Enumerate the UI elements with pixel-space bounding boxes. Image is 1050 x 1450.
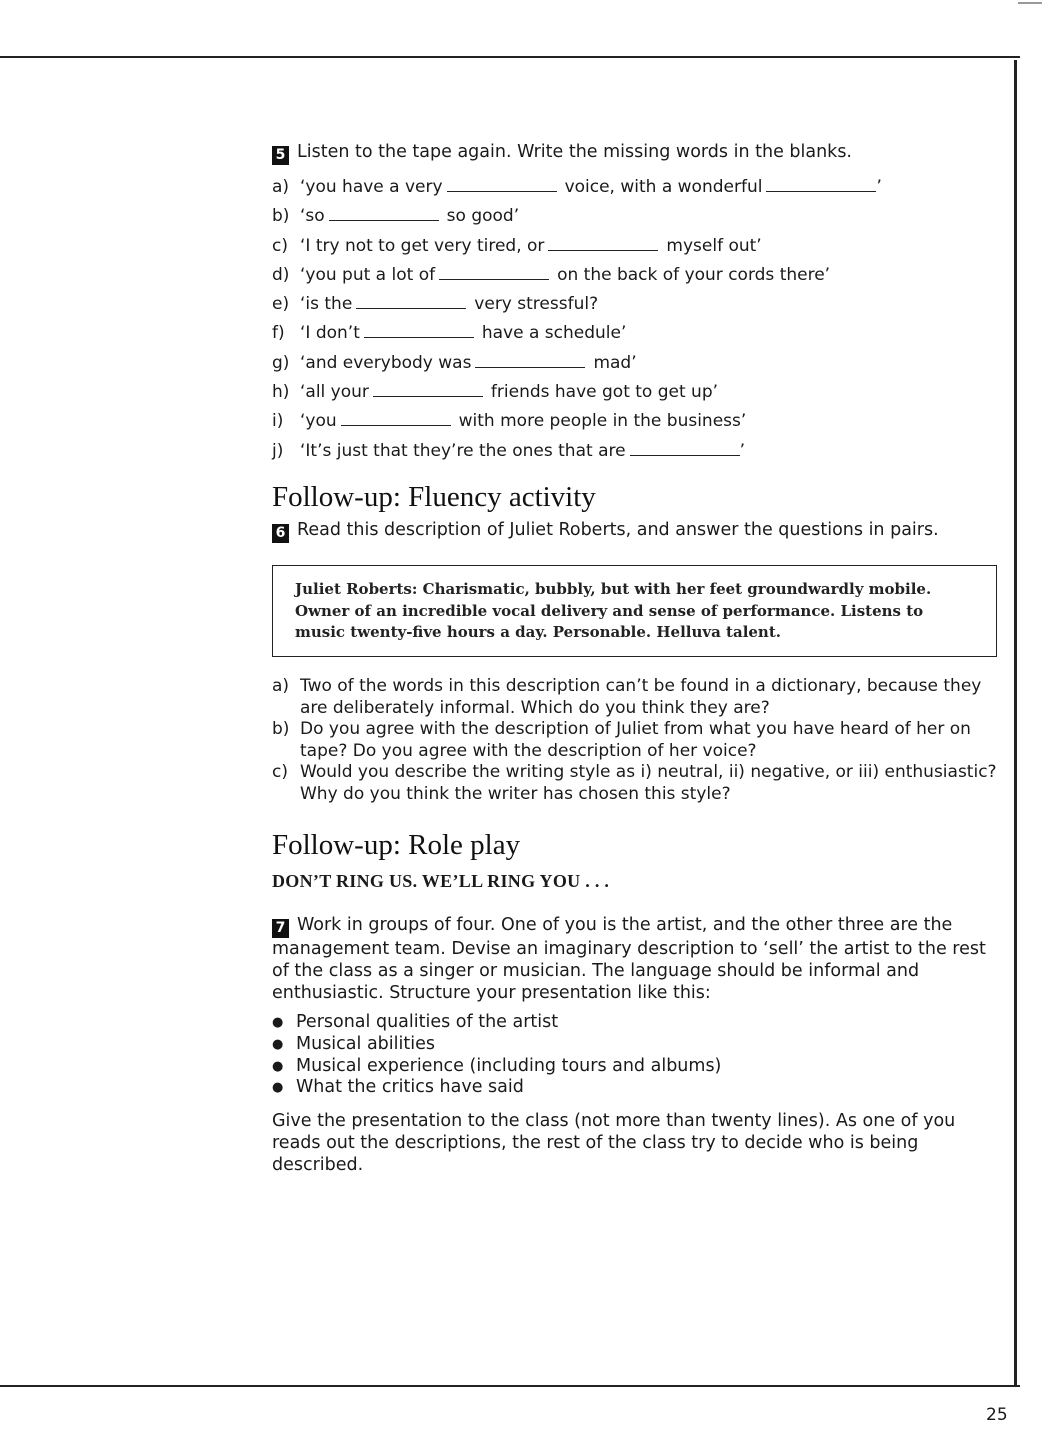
corner-mark <box>1018 2 1042 4</box>
exercise-5-instruction <box>272 141 1000 165</box>
exercise-5 <box>272 141 1000 466</box>
answer-blank[interactable] <box>475 353 585 368</box>
roleplay-subheading: DON’T RING US. WE’LL RING YOU . . . <box>272 871 610 891</box>
answer-blank[interactable] <box>341 411 451 426</box>
answer-blank[interactable] <box>548 236 658 251</box>
exercise-6-instruction <box>272 519 1000 543</box>
answer-blank[interactable] <box>439 265 549 280</box>
right-rule <box>1014 60 1017 1386</box>
fill-item-i: i) ‘you with more people in the business’ <box>272 411 747 432</box>
juliet-description-text: Juliet Roberts: Charismatic, bubbly, but with her feet groundwardly mobile. Owner of an incredible vocal delivery and sense of performance. Listens to music twenty-five hours a day. Personable. Helluva talent. <box>295 580 932 641</box>
exercise-number-badge: 7 <box>272 919 289 938</box>
bullet-icon: ● <box>272 1036 284 1052</box>
fluency-heading: Follow-up: Fluency activity <box>272 481 596 513</box>
fill-item-e: e) ‘is the very stressful? <box>272 294 599 315</box>
exercise-7-instruction <box>272 914 1000 1004</box>
list-item: ● Musical abilities <box>272 1033 435 1054</box>
fill-item-j: j) ‘It’s just that they’re the ones that are ’ <box>272 440 745 461</box>
question-c: c) Would you describe the writing style as i) neutral, ii) negative, or iii) enthusiastic? Why do you think the writer has chosen this style? <box>272 762 997 804</box>
fill-item-a: a) ‘you have a very voice, with a wonderful ’ <box>272 177 882 197</box>
answer-blank[interactable] <box>356 294 466 309</box>
exercise-6-instruction-text: Read this description of Juliet Roberts, and answer the questions in pairs. <box>297 520 939 540</box>
fill-item-b: b) ‘so so good’ <box>272 206 520 227</box>
top-rule <box>0 56 1020 58</box>
answer-blank[interactable] <box>364 323 474 338</box>
presentation-structure-list <box>272 1012 1000 1099</box>
answer-blank[interactable] <box>766 177 876 192</box>
exercise-number-badge: 5 <box>272 146 289 165</box>
list-item: ● Musical experience (including tours and albums) <box>272 1055 722 1076</box>
exercise-7-instruction-text: Work in groups of four. One of you is the artist, and the other three are the management team. Devise an imaginary description to ‘sell’ the artist to the rest of the class as a singer or musician. The language should be informal and enthusiastic. Structure your presentation like this: <box>272 915 986 1003</box>
bottom-rule <box>0 1385 1020 1387</box>
closing-paragraph: Give the presentation to the class (not more than twenty lines). As one of you reads out the descriptions, the rest of the class try to decide who is being described. <box>272 1111 956 1175</box>
exercise-5-instruction-text: Listen to the tape again. Write the missing words in the blanks. <box>297 142 852 162</box>
fluency-questions <box>272 676 1000 805</box>
fill-item-f: f) ‘I don’t have a schedule’ <box>272 323 627 344</box>
answer-blank[interactable] <box>447 177 557 192</box>
fill-item-d: d) ‘you put a lot of on the back of your cords there’ <box>272 264 831 285</box>
answer-blank[interactable] <box>373 382 483 397</box>
question-b: b) Do you agree with the description of Juliet from what you have heard of her on tape? Do you agree with the description of her voice? <box>272 719 971 761</box>
list-item: ● What the critics have said <box>272 1077 524 1098</box>
bullet-icon: ● <box>272 1080 284 1096</box>
roleplay-heading: Follow-up: Role play <box>272 829 521 861</box>
answer-blank[interactable] <box>329 206 439 221</box>
exercise-number-badge: 6 <box>272 524 289 543</box>
answer-blank[interactable] <box>630 441 740 456</box>
fill-item-c: c) ‘I try not to get very tired, or myself out’ <box>272 235 762 256</box>
question-a: a) Two of the words in this description can’t be found in a dictionary, because they are deliberately informal. Which do you think they are? <box>272 676 982 718</box>
list-item: ● Personal qualities of the artist <box>272 1012 559 1032</box>
bullet-icon: ● <box>272 1015 284 1030</box>
fill-item-g: g) ‘and everybody was mad’ <box>272 352 637 373</box>
juliet-description-box <box>272 565 997 657</box>
fill-item-h: h) ‘all your friends have got to get up’ <box>272 382 719 403</box>
bullet-icon: ● <box>272 1058 284 1074</box>
page-number: 25 <box>986 1405 1008 1425</box>
